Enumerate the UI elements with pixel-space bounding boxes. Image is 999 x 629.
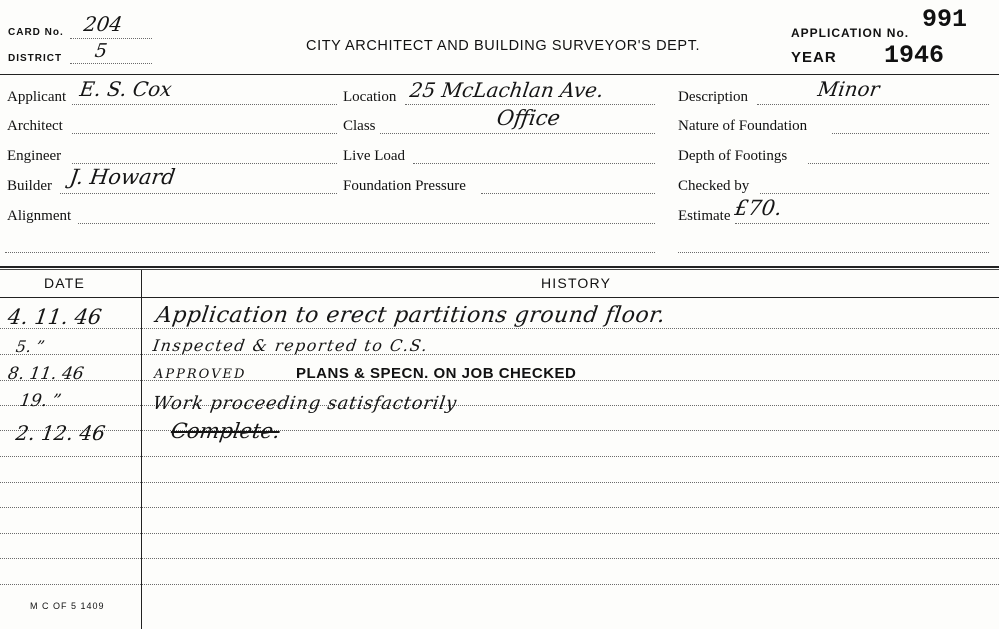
location-line xyxy=(405,104,655,105)
date-column-header: DATE xyxy=(44,275,86,291)
nature-of-foundation-line xyxy=(832,133,989,134)
engineer-label: Engineer xyxy=(7,148,62,164)
history-entry-text: Application to erect partitions ground floor. xyxy=(154,303,668,328)
history-entry-text: Complete. xyxy=(169,419,282,443)
applicant-value: E. S. Cox xyxy=(78,77,174,101)
blank-line-left xyxy=(5,252,655,253)
depth-of-footings-line xyxy=(808,163,989,164)
district-label: DISTRICT xyxy=(8,53,63,64)
history-row-line xyxy=(0,430,999,431)
plans-checked-stamp: PLANS & SPECN. ON JOB CHECKED xyxy=(296,365,577,382)
live-load-line xyxy=(413,163,655,164)
foundation-pressure-label: Foundation Pressure xyxy=(343,178,466,194)
card-no-value: 204 xyxy=(82,12,124,36)
district-value: 5 xyxy=(93,40,109,62)
history-row-line xyxy=(0,405,999,406)
location-value: 25 McLachlan Ave. xyxy=(408,78,606,102)
description-label: Description xyxy=(678,89,748,105)
history-header-rule xyxy=(0,297,999,298)
history-column-header: HISTORY xyxy=(541,275,612,291)
history-top-rule xyxy=(0,266,999,268)
history-entry-text: Work proceeding satisfactorily xyxy=(151,393,459,414)
history-row-line xyxy=(0,456,999,457)
foundation-pressure-line xyxy=(481,193,655,194)
estimate-value: £70. xyxy=(733,196,784,220)
history-entry-date: 2. 12. 46 xyxy=(14,421,107,445)
card-no-line xyxy=(70,38,152,39)
date-column-divider xyxy=(141,270,142,629)
class-label: Class xyxy=(343,118,376,134)
history-row-line xyxy=(0,584,999,585)
district-line xyxy=(70,63,152,64)
history-row-line xyxy=(0,354,999,355)
blank-line-right xyxy=(678,252,989,253)
estimate-line xyxy=(735,223,989,224)
architect-line xyxy=(72,133,337,134)
builder-label: Builder xyxy=(7,178,52,194)
description-line xyxy=(757,104,989,105)
history-row-line xyxy=(0,533,999,534)
alignment-label: Alignment xyxy=(7,208,72,224)
estimate-label: Estimate xyxy=(678,208,731,224)
applicant-label: Applicant xyxy=(7,89,67,105)
checked-by-line xyxy=(760,193,989,194)
checked-by-label: Checked by xyxy=(678,178,750,194)
header-rule xyxy=(0,74,999,75)
location-label: Location xyxy=(343,89,397,105)
department-title: CITY ARCHITECT AND BUILDING SURVEYOR'S DEPT. xyxy=(306,38,701,54)
application-no-value: 991 xyxy=(922,5,968,34)
history-row-line xyxy=(0,507,999,508)
applicant-line xyxy=(72,104,337,105)
year-label: YEAR xyxy=(791,49,837,66)
builder-value: J. Howard xyxy=(68,165,177,189)
alignment-line xyxy=(78,223,655,224)
class-value: Office xyxy=(495,106,562,130)
history-entry-date: 4. 11. 46 xyxy=(6,305,104,329)
history-entry-date: 19. ” xyxy=(18,391,63,411)
application-no-label: APPLICATION No. xyxy=(791,26,910,40)
card-no-label: CARD No. xyxy=(8,27,64,38)
history-row-line xyxy=(0,558,999,559)
history-row-line xyxy=(0,482,999,483)
history-top-rule-inner xyxy=(0,269,999,270)
depth-of-footings-label: Depth of Footings xyxy=(678,148,788,164)
live-load-label: Live Load xyxy=(343,148,406,164)
form-code: M C OF 5 1409 xyxy=(30,601,105,611)
history-entry-text: Inspected & reported to C.S. xyxy=(151,336,430,355)
class-line xyxy=(380,133,655,134)
approved-mark: APPROVED xyxy=(154,367,247,382)
architect-label: Architect xyxy=(7,118,63,134)
engineer-line xyxy=(72,163,337,164)
history-entry-date: 5. ” xyxy=(14,337,46,356)
history-row-line xyxy=(0,328,999,329)
history-entry-date: 8. 11. 46 xyxy=(6,364,86,384)
nature-of-foundation-label: Nature of Foundation xyxy=(678,118,808,134)
builder-line xyxy=(60,193,337,194)
description-value: Minor xyxy=(816,77,882,101)
year-value: 1946 xyxy=(884,41,945,70)
